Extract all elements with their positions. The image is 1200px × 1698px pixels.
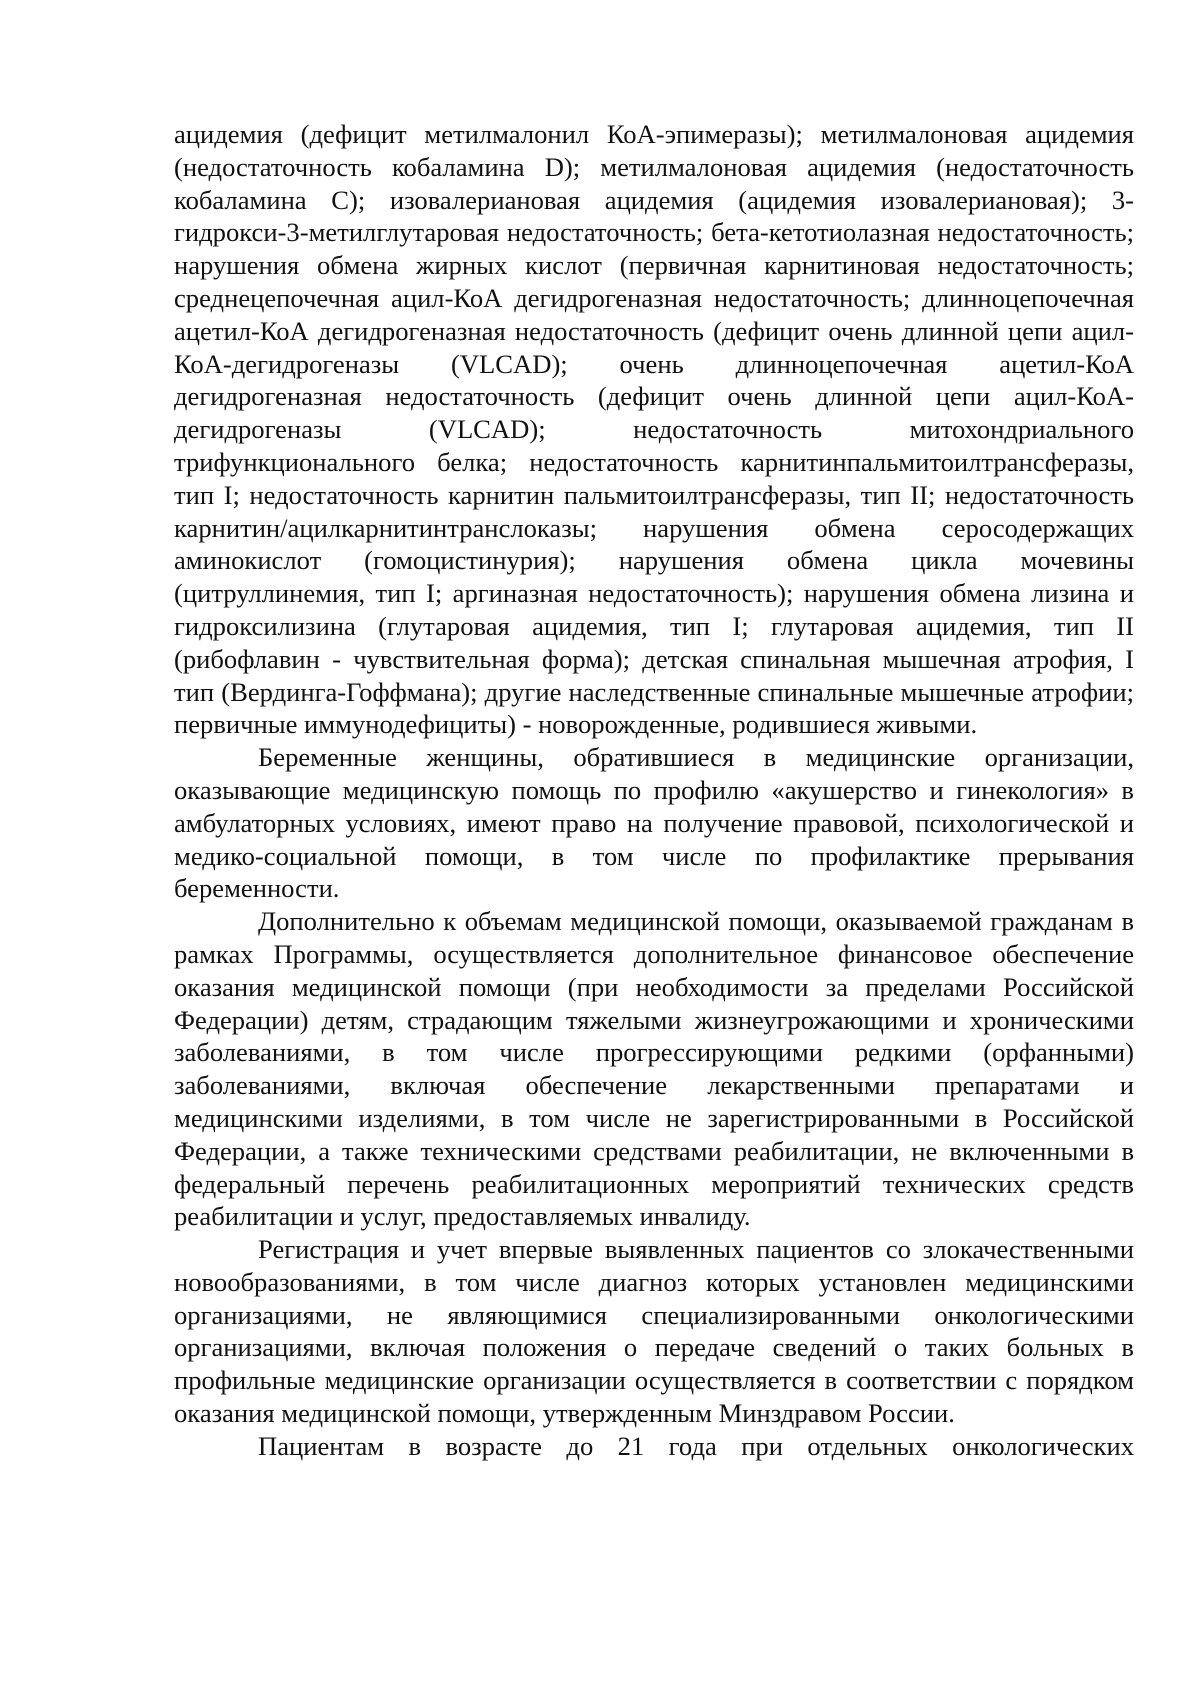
paragraph-cancer-registration: Регистрация и учет впервые выявленных пациентов со злокачественными новообразованиями, в том числе диагноз которых установлен медицинскими организациями, не являющимися специализированными онкологическими организациями, включая положения о передаче сведений о таких больных в профильные медицинские организации осуществляется в соответствии с порядком оказания медицинской помощи, утвержденным Минздравом России. — [174, 1234, 1134, 1429]
paragraph-metabolic-disorders-continuation: ацидемия (дефицит метилмалонил КоА-эпимеразы); метилмалоновая ацидемия (недостаточность кобаламина D); метилмалоновая ацидемия (недостаточность кобаламина С); изовалериановая ацидемия (ацидемия изовалериановая); 3-гидрокси-3-метилглутаровая недостаточность; бета-кетотиолазная недостаточность; нарушения обмена жирных кислот (первичная карнитиновая недостаточность; среднецепочечная ацил-КоА дегидрогеназная недостаточность; длинноцепочечная ацетил-КоА дегидрогеназная недостаточность (дефицит очень длинной цепи ацил-КоА-дегидрогеназы (VLCAD); очень длинноцепочечная ацетил-КоА дегидрогеназная недостаточность (дефицит очень длинной цепи ацил-КоА-дегидрогеназы (VLCAD); недостаточность митохондриального трифункционального белка; недостаточность карнитинпальмитоилтрансферазы, тип I; недостаточность карнитин пальмитоилтрансферазы, тип II; недостаточность карнитин/ацилкарнитинтранслоказы; нарушения обмена серосодержащих аминокислот (гомоцистинурия); нарушения обмена цикла мочевины (цитруллинемия, тип I; аргиназная недостаточность); нарушения обмена лизина и гидроксилизина (глутаровая ацидемия, тип I; глутаровая ацидемия, тип II (рибофлавин - чувствительная форма); детская спинальная мышечная атрофия, I тип (Вердинга-Гоффмана); другие наследственные спинальные мышечные атрофии; первичные иммунодефициты) - новорожденные, родившиеся живыми. — [174, 119, 1134, 740]
paragraph-pregnant-women: Беременные женщины, обратившиеся в медицинские организации, оказывающие медицинскую помощь по профилю «акушерство и гинекология» в амбулаторных условиях, имеют право на получение правовой, психологической и медико-социальной помощи, в том числе по профилактике прерывания беременности. — [174, 742, 1134, 904]
paragraph-patients-under-21: Пациентам в возрасте до 21 года при отдельных онкологических — [258, 1430, 1134, 1461]
paragraph-additional-financing: Дополнительно к объемам медицинской помощи, оказываемой гражданам в рамках Программы, осуществляется дополнительное финансовое обеспечение оказания медицинской помощи (при необходимости за пределами Российской Федерации) детям, страдающим тяжелыми жизнеугрожающими и хроническими заболеваниями, в том числе прогрессирующими редкими (орфанными) заболеваниями, включая обеспечение лекарственными препаратами и медицинскими изделиями, в том числе не зарегистрированными в Российской Федерации, а также техническими средствами реабилитации, не включенными в федеральный перечень реабилитационных мероприятий технических средств реабилитации и услуг, предоставляемых инвалиду. — [174, 906, 1134, 1232]
document-body — [174, 118, 1134, 1463]
